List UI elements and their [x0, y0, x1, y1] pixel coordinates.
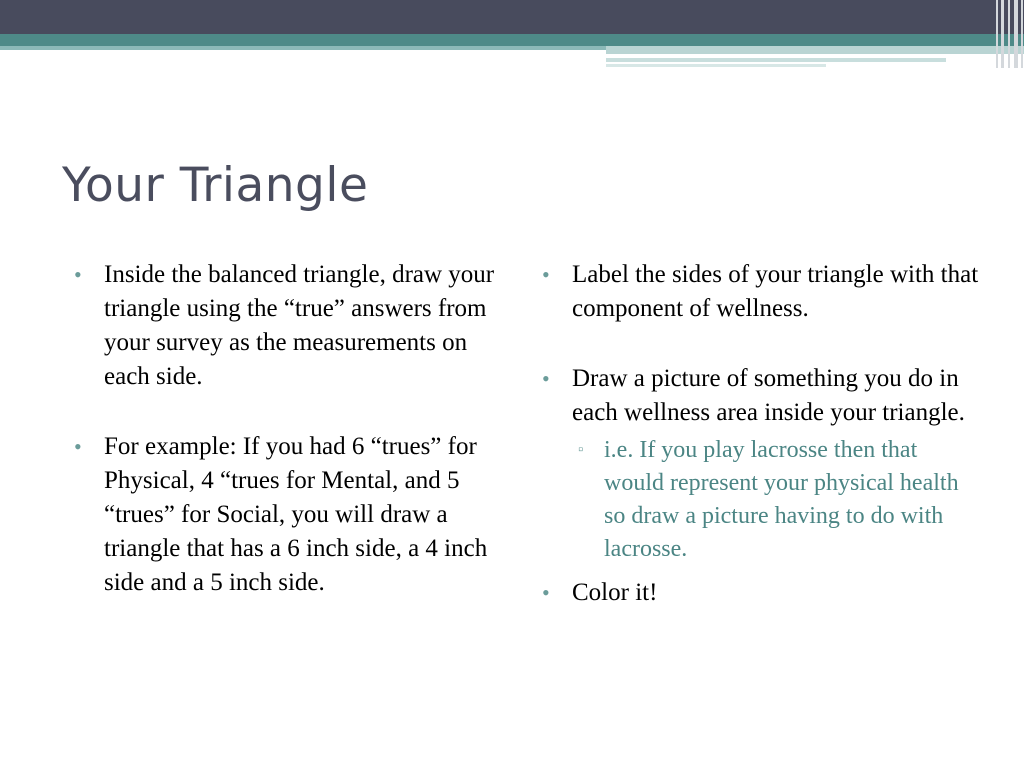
right-bullet-2 [542, 362, 982, 430]
slide-title: Your Triangle [62, 158, 369, 213]
bullet-dot: • [542, 262, 550, 287]
header-band-right-a [606, 46, 1024, 54]
bullet-dot: • [74, 262, 82, 287]
header-band-right-c [606, 64, 826, 67]
right-bullet-1-text: Label the sides of your triangle with that component of wellness. [572, 261, 979, 322]
bullet-dot: • [542, 580, 550, 605]
right-sub-bullet [542, 434, 982, 566]
left-bullet-1 [74, 258, 504, 394]
right-bullet-2-text: Draw a picture of something you do in each wellness area inside your triangle. [572, 365, 965, 426]
right-bullet-3 [542, 576, 982, 610]
header-stripes [994, 0, 1024, 68]
right-bullet-3-text: Color it! [572, 579, 658, 606]
header-band-teal-light [0, 46, 606, 50]
left-bullet-1-text: Inside the balanced triangle, draw your triangle using the “true” answers from your survey as the measurements on each side. [104, 261, 495, 390]
bullet-dot: • [74, 434, 82, 459]
right-column [542, 258, 982, 610]
right-sub-bullet-text: i.e. If you play lacrosse then that would represent your physical health so draw a picture having to do with lacrosse. [604, 437, 959, 562]
left-bullet-2 [74, 430, 504, 600]
bullet-dot: • [542, 366, 550, 391]
left-column [74, 258, 504, 636]
right-bullet-1 [542, 258, 982, 326]
header-band-dark [0, 0, 1024, 34]
header-band-teal [0, 34, 1024, 46]
sub-bullet-square: ▫ [578, 442, 584, 458]
left-bullet-2-text: For example: If you had 6 “trues” for Physical, 4 “trues for Mental, and 5 “trues” for Social, you will draw a triangle that has a 6 inch side, a 4 inch side and a 5 inch side. [104, 433, 488, 596]
header-band-right-b [606, 58, 946, 62]
